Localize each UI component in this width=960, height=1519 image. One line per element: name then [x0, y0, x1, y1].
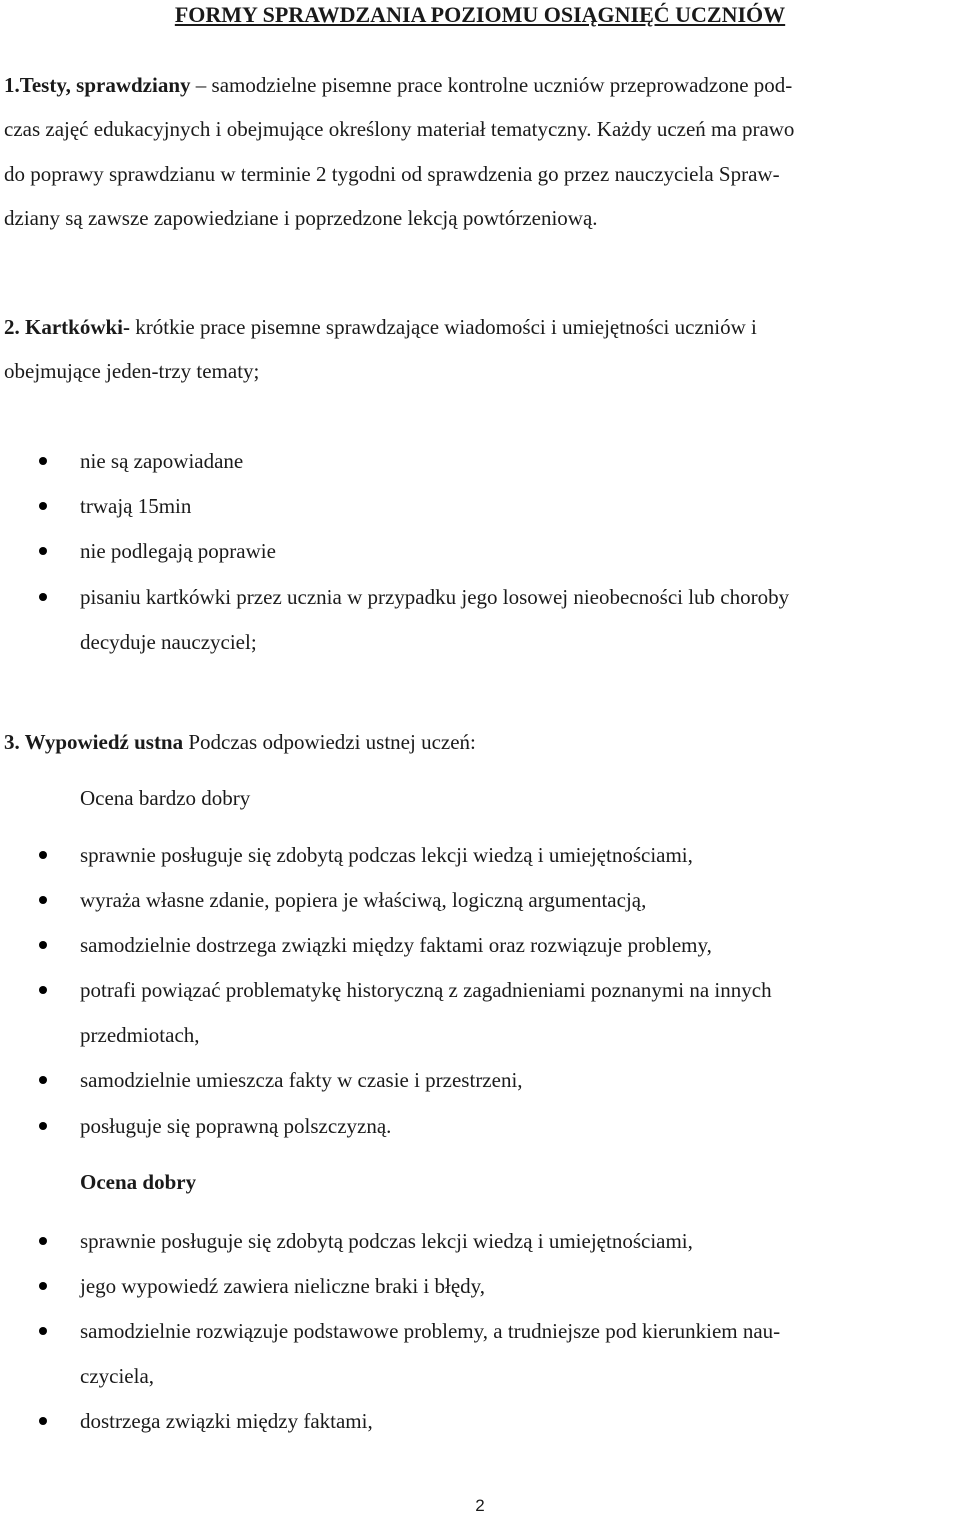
- bullet-icon: [39, 1327, 47, 1335]
- section2-heading: 2. Kartkówki-: [4, 315, 130, 339]
- bullet-icon: [39, 547, 47, 555]
- list-item: samodzielnie rozwiązuje podstawowe problemy, a trudniejsze pod kierunkiem nau-: [80, 1319, 781, 1343]
- list-item: dostrzega związki między faktami,: [80, 1409, 373, 1433]
- bullet-icon: [39, 593, 47, 601]
- section2-line1: [4, 314, 757, 340]
- list-item: wyraża własne zdanie, popiera je właściwą, logiczną argumentacją,: [80, 888, 647, 912]
- bullet-icon: [39, 502, 47, 510]
- grade-heading-very-good: Ocena bardzo dobry: [80, 786, 251, 810]
- bullet-icon: [39, 1282, 47, 1290]
- bullet-icon: [39, 1417, 47, 1425]
- list-item: nie są zapowiadane: [80, 449, 244, 473]
- page-title: FORMY SPRAWDZANIA POZIOMU OSIĄGNIĘĆ UCZNIÓW: [174, 2, 786, 27]
- section3-heading-text: Podczas odpowiedzi ustnej uczeń:: [183, 730, 476, 754]
- bullet-icon: [39, 457, 47, 465]
- list-item-continuation: czyciela,: [80, 1364, 155, 1388]
- list-item: potrafi powiązać problematykę historyczną z zagadnieniami poznanymi na innych: [80, 978, 772, 1002]
- section2-line2: obejmujące jeden-trzy tematy;: [4, 359, 260, 383]
- list-item: samodzielnie dostrzega związki między faktami oraz rozwiązuje problemy,: [80, 933, 712, 957]
- list-item: trwają 15min: [80, 494, 192, 518]
- list-item: sprawnie posługuje się zdobytą podczas lekcji wiedzą i umiejętnościami,: [80, 843, 693, 867]
- section1-line1-text: samodzielne pisemne prace kontrolne uczniów przeprowadzone pod-: [211, 73, 793, 97]
- list-item: jego wypowiedź zawiera nieliczne braki i błędy,: [80, 1274, 486, 1298]
- list-item: sprawnie posługuje się zdobytą podczas lekcji wiedzą i umiejętnościami,: [80, 1229, 693, 1253]
- bullet-icon: [39, 941, 47, 949]
- section1-heading: 1.Testy, sprawdziany: [4, 73, 191, 97]
- section1-line4: dziany są zawsze zapowiedziane i poprzedzone lekcją powtórzeniową.: [4, 206, 598, 230]
- bullet-icon: [39, 1237, 47, 1245]
- bullet-icon: [39, 1122, 47, 1130]
- list-item: samodzielnie umieszcza fakty w czasie i przestrzeni,: [80, 1068, 523, 1092]
- section3-line1: [4, 729, 476, 755]
- list-item: posługuje się poprawną polszczyzną.: [80, 1114, 392, 1138]
- section3-heading: 3. Wypowiedź ustna: [4, 730, 184, 754]
- bullet-icon: [39, 1076, 47, 1084]
- section1-line2: czas zajęć edukacyjnych i obejmujące określony materiał tematyczny. Każdy uczeń ma prawo: [4, 117, 795, 141]
- list-item: pisaniu kartkówki przez ucznia w przypadku jego losowej nieobecności lub choroby: [80, 585, 790, 609]
- list-item: nie podlegają poprawie: [80, 539, 276, 563]
- bullet-icon: [39, 851, 47, 859]
- list-item-continuation: decyduje nauczyciel;: [80, 630, 257, 654]
- bullet-icon: [39, 896, 47, 904]
- bullet-icon: [39, 986, 47, 994]
- list-item-continuation: przedmiotach,: [80, 1023, 200, 1047]
- section2-line1-text: krótkie prace pisemne sprawdzające wiadomości i umiejętności uczniów i: [130, 315, 757, 339]
- page-number: 2: [475, 1496, 485, 1515]
- section1-line3: do poprawy sprawdzianu w terminie 2 tygodni od sprawdzenia go przez nauczyciela Spraw-: [4, 162, 780, 186]
- section1-line1: [4, 72, 792, 98]
- grade-heading-good: Ocena dobry: [80, 1170, 197, 1194]
- section1-dash: –: [190, 73, 212, 97]
